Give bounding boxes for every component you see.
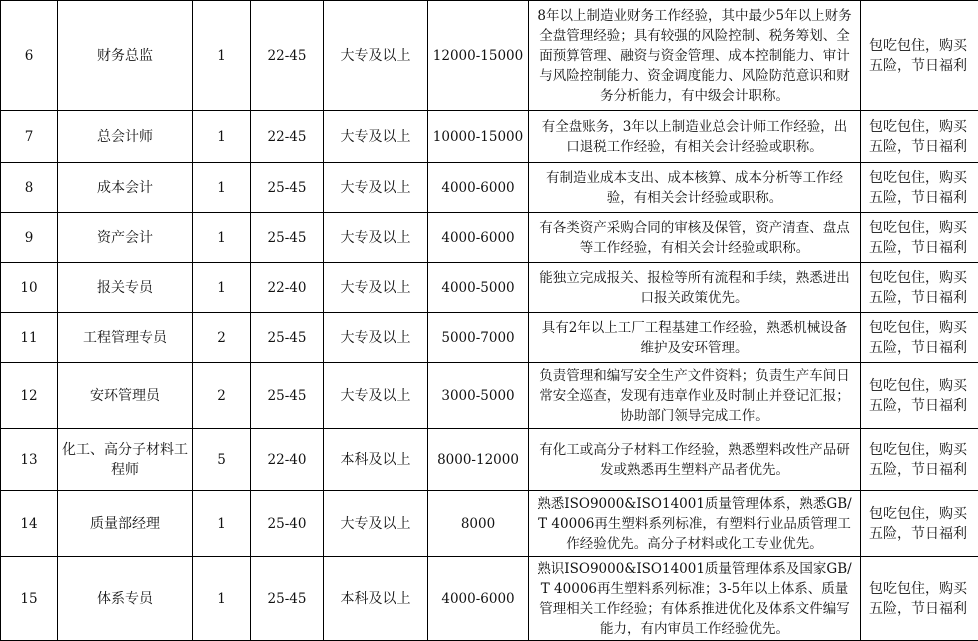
headcount: 5 (193, 429, 251, 491)
education-requirement: 大专及以上 (324, 213, 428, 263)
age-range: 22-45 (251, 1, 324, 111)
table-row (1, 313, 978, 363)
education-requirement: 大专及以上 (324, 263, 428, 313)
job-requirements: 有制造业成本支出、成本核算、成本分析等工作经验，有相关会计经验或职称。 (529, 163, 861, 213)
headcount: 1 (193, 263, 251, 313)
age-range: 25-45 (251, 163, 324, 213)
job-requirements: 8年以上制造业财务工作经验，其中最少5年以上财务全盘管理经验；具有较强的风险控制、税务筹划、全面预算管理、融资与资金管理、成本控制能力、审计与风险控制能力、资金调度能力、风险防范意识和财务分析能力，有中级会计职称。 (529, 1, 861, 111)
table-row (1, 163, 978, 213)
salary-range: 12000-15000 (428, 1, 529, 111)
education-requirement: 大专及以上 (324, 313, 428, 363)
benefits: 包吃包住，购买五险，节日福利 (861, 363, 978, 429)
table-row (1, 491, 978, 557)
table-row (1, 263, 978, 313)
headcount: 2 (193, 313, 251, 363)
salary-range: 5000-7000 (428, 313, 529, 363)
row-number: 11 (1, 313, 58, 363)
headcount: 1 (193, 557, 251, 641)
education-requirement: 本科及以上 (324, 557, 428, 641)
salary-range: 4000-6000 (428, 557, 529, 641)
row-number: 8 (1, 163, 58, 213)
salary-range: 4000-6000 (428, 163, 529, 213)
position-title: 工程管理专员 (58, 313, 193, 363)
row-number: 12 (1, 363, 58, 429)
salary-range: 8000-12000 (428, 429, 529, 491)
position-title: 体系专员 (58, 557, 193, 641)
table-body (1, 1, 978, 641)
benefits: 包吃包住，购买五险，节日福利 (861, 491, 978, 557)
job-requirements: 有各类资产采购合同的审核及保管，资产清查、盘点等工作经验，有相关会计经验或职称。 (529, 213, 861, 263)
benefits: 包吃包住，购买五险，节日福利 (861, 1, 978, 111)
salary-range: 10000-15000 (428, 111, 529, 163)
position-title: 报关专员 (58, 263, 193, 313)
age-range: 25-40 (251, 491, 324, 557)
position-title: 成本会计 (58, 163, 193, 213)
table-row (1, 363, 978, 429)
education-requirement: 大专及以上 (324, 491, 428, 557)
row-number: 15 (1, 557, 58, 641)
job-requirements: 有化工或高分子材料工作经验，熟悉塑料改性产品研发或熟悉再生塑料产品者优先。 (529, 429, 861, 491)
table-row (1, 111, 978, 163)
age-range: 25-45 (251, 363, 324, 429)
salary-range: 3000-5000 (428, 363, 529, 429)
job-requirements: 能独立完成报关、报检等所有流程和手续，熟悉进出口报关政策优先。 (529, 263, 861, 313)
position-title: 资产会计 (58, 213, 193, 263)
position-title: 安环管理员 (58, 363, 193, 429)
headcount: 1 (193, 213, 251, 263)
headcount: 2 (193, 363, 251, 429)
salary-range: 4000-6000 (428, 213, 529, 263)
job-requirements: 熟识ISO9000&ISO14001质量管理体系及国家GB/T 40006再生塑料系列标准；3-5年以上体系、质量管理相关工作经验；有体系推进优化及体系文件编写能力，有内审员工作经验优先。 (529, 557, 861, 641)
benefits: 包吃包住，购买五险，节日福利 (861, 429, 978, 491)
benefits: 包吃包住，购买五险，节日福利 (861, 313, 978, 363)
age-range: 22-45 (251, 111, 324, 163)
benefits: 包吃包住，购买五险，节日福利 (861, 213, 978, 263)
row-number: 7 (1, 111, 58, 163)
age-range: 22-40 (251, 429, 324, 491)
job-requirements: 具有2年以上工厂工程基建工作经验，熟悉机械设备维护及安环管理。 (529, 313, 861, 363)
job-requirements: 有全盘账务，3年以上制造业总会计师工作经验，出口退税工作经验，有相关会计经验或职称。 (529, 111, 861, 163)
age-range: 22-40 (251, 263, 324, 313)
education-requirement: 大专及以上 (324, 163, 428, 213)
table-row (1, 1, 978, 111)
benefits: 包吃包住，购买五险，节日福利 (861, 263, 978, 313)
education-requirement: 大专及以上 (324, 1, 428, 111)
benefits: 包吃包住，购买五险，节日福利 (861, 163, 978, 213)
age-range: 25-45 (251, 213, 324, 263)
salary-range: 4000-5000 (428, 263, 529, 313)
headcount: 1 (193, 1, 251, 111)
position-title: 质量部经理 (58, 491, 193, 557)
headcount: 1 (193, 111, 251, 163)
age-range: 25-45 (251, 313, 324, 363)
education-requirement: 大专及以上 (324, 363, 428, 429)
position-title: 总会计师 (58, 111, 193, 163)
table-row (1, 213, 978, 263)
age-range: 25-45 (251, 557, 324, 641)
benefits: 包吃包住，购买五险，节日福利 (861, 111, 978, 163)
job-requirements: 熟悉ISO9000&ISO14001质量管理体系，熟悉GB/T 40006再生塑料系列标准，有塑料行业品质管理工作经验优先。高分子材料或化工专业优先。 (529, 491, 861, 557)
education-requirement: 大专及以上 (324, 111, 428, 163)
job-requirements: 负责管理和编写安全生产文件资料；负责生产车间日常安全巡查，发现有违章作业及时制止并登记汇报；协助部门领导完成工作。 (529, 363, 861, 429)
row-number: 14 (1, 491, 58, 557)
position-title: 财务总监 (58, 1, 193, 111)
position-title: 化工、高分子材料工程师 (58, 429, 193, 491)
row-number: 13 (1, 429, 58, 491)
row-number: 10 (1, 263, 58, 313)
row-number: 6 (1, 1, 58, 111)
table-row (1, 429, 978, 491)
table-row (1, 557, 978, 641)
headcount: 1 (193, 491, 251, 557)
headcount: 1 (193, 163, 251, 213)
salary-range: 8000 (428, 491, 529, 557)
benefits: 包吃包住，购买五险，节日福利 (861, 557, 978, 641)
education-requirement: 本科及以上 (324, 429, 428, 491)
row-number: 9 (1, 213, 58, 263)
